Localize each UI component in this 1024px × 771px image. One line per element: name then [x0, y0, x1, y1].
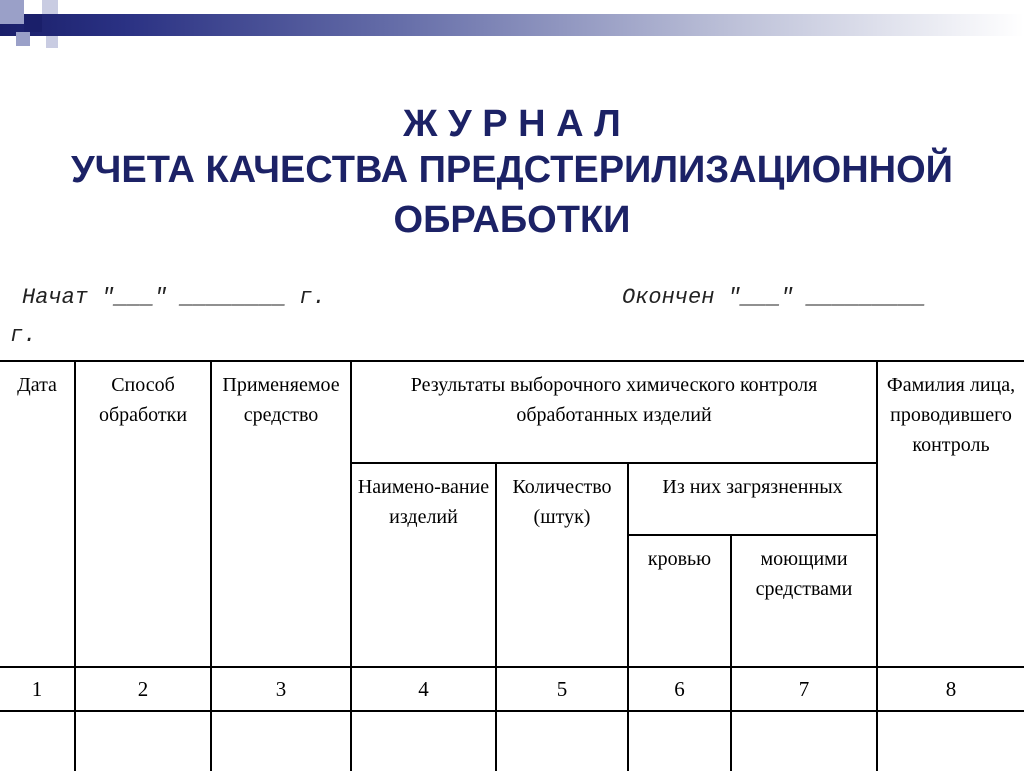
- header-date: Дата: [0, 361, 75, 667]
- empty-cell: [628, 711, 731, 771]
- empty-cell: [351, 711, 496, 771]
- journal-subtitle-line1: УЧЕТА КАЧЕСТВА ПРЕДСТЕРИЛИЗАЦИОННОЙ: [71, 149, 953, 191]
- header-method: Способ обработки: [75, 361, 211, 667]
- empty-cell: [0, 711, 75, 771]
- header-detergents: моющими средствами: [731, 535, 877, 667]
- decor-square: [0, 0, 24, 24]
- header-item-name: Наимено-вание изделий: [351, 463, 496, 667]
- year-suffix: г.: [10, 323, 37, 348]
- header-person: Фамилия лица, проводившего контроль: [877, 361, 1024, 667]
- header-decor-bar: [0, 14, 1024, 36]
- header-contaminated: Из них загрязненных: [628, 463, 877, 535]
- column-number: 8: [877, 667, 1024, 711]
- column-number: 5: [496, 667, 628, 711]
- empty-cell: [496, 711, 628, 771]
- empty-cell: [877, 711, 1024, 771]
- finished-field: Окончен "___" _________: [622, 285, 926, 310]
- header-results: Результаты выборочного химического контроля обработанных изделий: [351, 361, 877, 463]
- decor-square: [24, 14, 42, 32]
- header-quantity: Количество (штук): [496, 463, 628, 667]
- column-number: 3: [211, 667, 351, 711]
- started-field: Начат "___" ________ г.: [22, 285, 326, 310]
- column-number: 4: [351, 667, 496, 711]
- header-agent: Применяемое средство: [211, 361, 351, 667]
- empty-cell: [75, 711, 211, 771]
- decor-square: [42, 0, 58, 14]
- column-number: 7: [731, 667, 877, 711]
- journal-subtitle-line2: ОБРАБОТКИ: [393, 199, 631, 241]
- journal-heading: Ж У Р Н А Л: [403, 103, 621, 145]
- journal-table: [0, 360, 1024, 771]
- column-number: 2: [75, 667, 211, 711]
- empty-cell: [731, 711, 877, 771]
- column-number: 6: [628, 667, 731, 711]
- empty-cell: [211, 711, 351, 771]
- decor-square: [16, 32, 30, 46]
- column-number: 1: [0, 667, 75, 711]
- header-blood: кровью: [628, 535, 731, 667]
- decor-square: [46, 36, 58, 48]
